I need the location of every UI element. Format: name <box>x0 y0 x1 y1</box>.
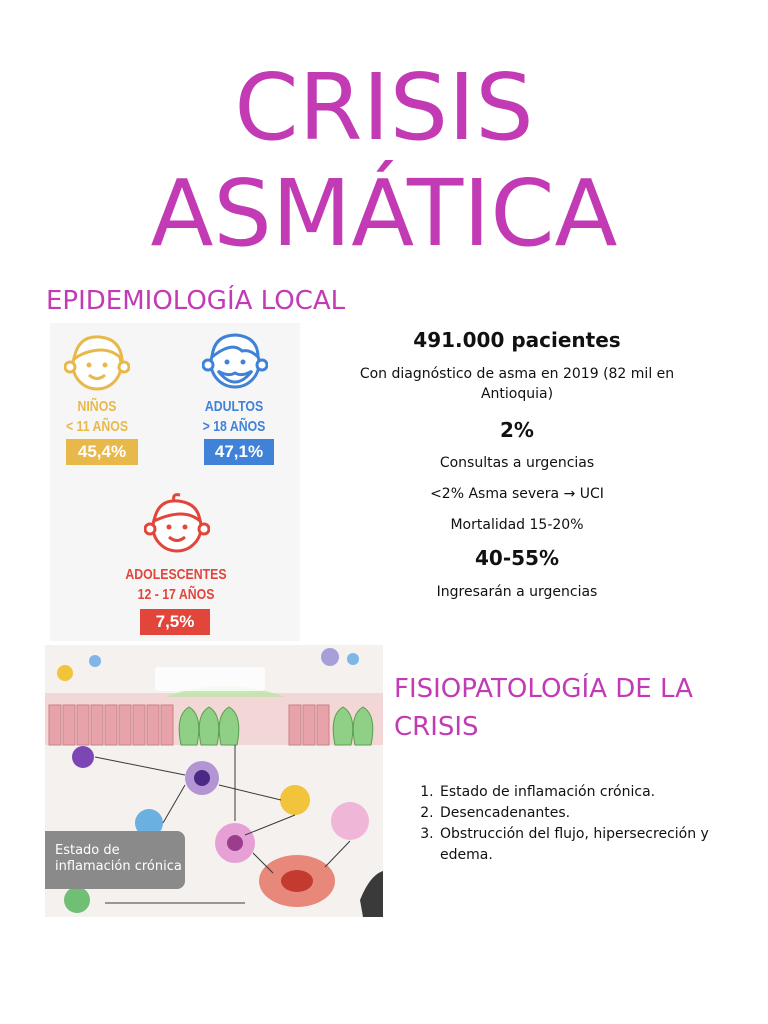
page-title-line-2: ASMÁTICA <box>150 160 618 267</box>
child-face-icon <box>64 329 130 393</box>
adults-name: ADULTOS <box>204 398 264 415</box>
adolescents-name: ADOLESCENTES <box>125 566 227 583</box>
diagnosis-text: Con diagnóstico de asma en 2019 (82 mil en Antioquia) <box>359 366 675 402</box>
admission-text: Ingresarán a urgencias <box>436 584 598 600</box>
list-item: 2. Desencadenantes. <box>438 803 748 824</box>
admission-percent: 40-55% <box>474 546 559 570</box>
adult-face-icon <box>202 329 268 393</box>
emergency-percent: 2% <box>500 418 534 442</box>
pathophysiology-heading: FISIOPATOLOGÍA DE LA CRISIS <box>394 674 693 742</box>
severe-asthma-text: <2% Asma severa → UCI <box>430 486 604 502</box>
children-range: < 11 AÑOS <box>65 418 129 435</box>
mortality-text: Mortalidad 15-20% <box>450 517 584 533</box>
children-percent: 45,4% <box>66 439 138 465</box>
adolescents-range: 12 - 17 AÑOS <box>137 586 215 603</box>
epidemiology-infographic <box>50 323 300 641</box>
list-item: 3. Obstrucción del flujo, hipersecreción y edema. <box>438 824 748 866</box>
page-title-line-1: CRISIS <box>234 54 534 161</box>
adults-percent: 47,1% <box>204 439 274 465</box>
adolescent-face-icon <box>144 491 210 555</box>
emergency-visits-text: Consultas a urgencias <box>439 455 595 471</box>
epidemiology-heading: EPIDEMIOLOGÍA LOCAL <box>46 286 346 316</box>
pathophysiology-diagram <box>45 645 383 917</box>
children-name: NIÑOS <box>77 398 117 415</box>
adults-range: > 18 AÑOS <box>202 418 266 435</box>
diagram-caption: Estado de inflamación crónica <box>45 831 185 889</box>
list-item: 1. Estado de inflamación crónica. <box>438 782 748 803</box>
pathophysiology-list <box>416 782 748 866</box>
adolescents-percent: 7,5% <box>140 609 210 635</box>
epidemiology-stats <box>330 328 704 602</box>
patients-count: 491.000 pacientes <box>413 328 621 352</box>
